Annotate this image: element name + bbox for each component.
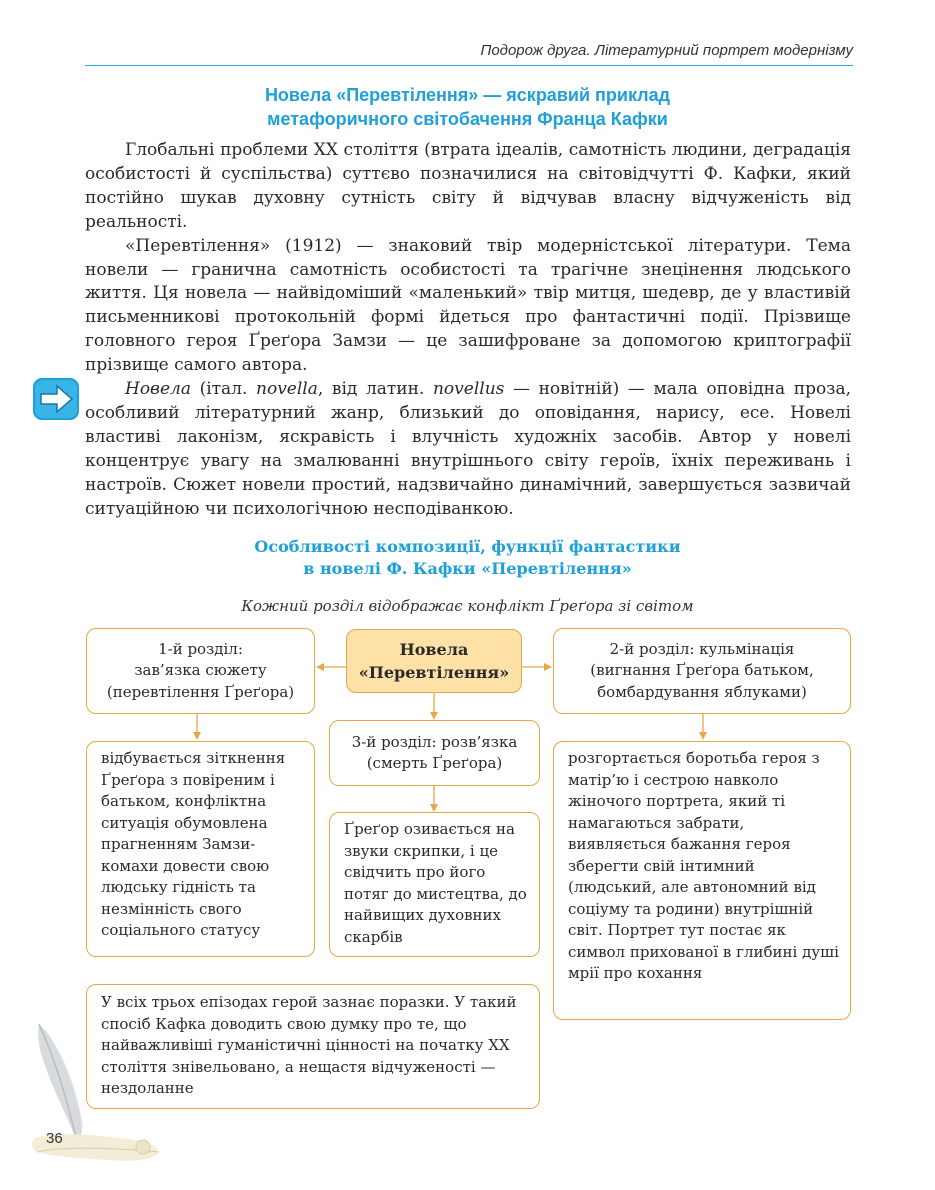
running-header: Подорож друга. Літературний портрет модернізму	[480, 42, 853, 59]
chapter-1-box	[86, 628, 315, 714]
term-novella: Новела	[125, 379, 191, 400]
section-title-line1: Новела «Перевтілення» — яскравий приклад	[264, 85, 671, 105]
chapter-2-line1: 2-й розділ: кульмінація	[609, 639, 795, 658]
paragraph-1: Глобальні проблеми ХХ століття (втрата ідеалів, самотність людини, деградація особистості й суспільства) суттєво позначилися на світовідчутті Ф. Кафки, який постійно шукав духовну сутність світу й відчував власну відчуженість від реальності.	[85, 140, 851, 232]
chapter-1-line2: зав’язка сюжету	[134, 661, 267, 680]
chapter-1-detail-box: відбувається зіткнення Ґреґора з повіреним і батьком, конфліктна ситуація обумовлена прагненням Замзи-комахи довести свою людську гідність та незмінність свого соціального статусу	[86, 741, 315, 957]
arrow-right-icon	[32, 377, 80, 421]
chapter-3-line1: 3-й розділ: розв’язка	[351, 732, 518, 751]
core-label-line2: «Перевтілення»	[358, 663, 510, 682]
paragraph-3	[85, 378, 851, 521]
header-rule	[85, 65, 853, 66]
quill-feather-icon	[25, 1020, 165, 1170]
paragraph-3-c: — новітній) — мала оповідна проза, особливий літературний жанр, близький до оповідання, нарису, есе. Новелі властиві лаконізм, яскравість і влучність художніх засобів. Автор у новелі концентрує увагу на змалюванні внутрішнього світу героїв, їхніх переживань і настроїв. Сюжет новели простий, надзвичайно динамічний, завершується зазвичай ситуаційною чи психологічною несподіванкою.	[85, 379, 851, 519]
chapter-1-line1: 1-й розділ:	[158, 639, 243, 658]
chapter-1-line3: (перевтілення Ґреґора)	[106, 682, 295, 701]
term-novellus: novellus	[432, 379, 505, 400]
chapter-2-line2: (вигнання Ґреґора батьком,	[590, 661, 814, 680]
diagram-caption: Кожний розділ відображає конфлікт Ґреґора зі світом	[241, 597, 694, 615]
chapter-2-line3: бомбардування яблуками)	[597, 682, 807, 701]
chapter-3-box	[329, 720, 540, 786]
chapter-2-detail-box: розгортається боротьба героя з матір’ю і сестрою навколо жіночого портрета, який ті намагаються забрати, виявляється бажання героя зберегти свій інтимний (людський, але автономний від соціуму та родини) внутрішній світ. Портрет тут постає як символ прихованої в глибині душі мрії про кохання	[553, 741, 851, 1020]
chapter-3-detail-box: Ґреґор озивається на звуки скрипки, і це свідчить про його потяг до мистецтва, до найвищих духовних скарбів	[329, 812, 540, 957]
term-novella-it: novella	[256, 379, 318, 400]
chapter-3-line2: (смерть Ґреґора)	[366, 754, 503, 772]
section-title-line2: метафоричного світобачення Франца Кафки	[267, 109, 668, 129]
paragraph-3-b: , від латин.	[317, 379, 433, 400]
diagram-title-line1: Особливості композиції, функції фантастики	[254, 537, 681, 556]
paragraph-2: «Перевтілення» (1912) — знаковий твір модерністської літератури. Тема новели — гранична самотність особистості та трагічне знецінення людського життя. Ця новела — найвідоміший «маленький» твір митця, шедевр, де у властивій письменникові протокольній формі йдеться про фантастичні події. Прізвище головного героя Ґреґора Замзи — це зашифроване за допомогою криптографії прізвище самого автора.	[85, 235, 851, 376]
paragraph-3-a: (італ.	[190, 379, 257, 400]
conclusion-box: У всіх трьох епізодах герой зазнає поразки. У такий спосіб Кафка доводить свою думку про те, що найважливіші гуманістичні цінності на початку ХХ століття знівельовано, а нещастя відчуженості — нездоланне	[86, 984, 540, 1109]
body-text	[85, 139, 851, 522]
chapter-2-box	[553, 628, 851, 714]
diagram-title-line2: в новелі Ф. Кафки «Перевтілення»	[303, 559, 632, 578]
page-number: 36	[46, 1130, 63, 1147]
core-label-line1: Новела	[399, 640, 469, 659]
core-box-novella	[346, 629, 522, 693]
